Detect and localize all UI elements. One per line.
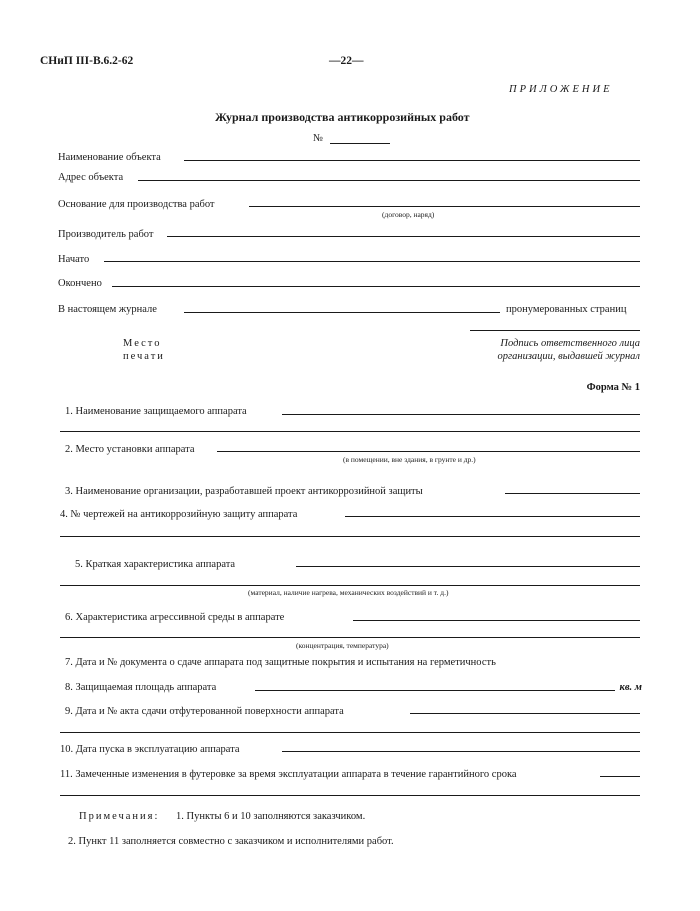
document-code: СНиП III-В.6.2-62 <box>40 55 134 67</box>
form-item-3-field[interactable] <box>505 493 640 494</box>
object-name-label: Наименование объекта <box>58 152 161 163</box>
form-item-1-label: 1. Наименование защищаемого аппарата <box>65 406 247 417</box>
page-title: Журнал производства антикоррозийных работ <box>215 110 470 124</box>
form-label: Форма № 1 <box>586 382 640 393</box>
contractor-field[interactable] <box>167 236 640 237</box>
form-item-9-field[interactable] <box>410 713 640 714</box>
note-2: 2. Пункт 11 заполняется совместно с заказчиком и исполнителями работ. <box>68 836 394 847</box>
form-item-11-field-extra[interactable] <box>60 795 640 796</box>
journal-number-label: № <box>313 133 324 144</box>
note-1: 1. Пункты 6 и 10 заполняются заказчиком. <box>176 811 366 822</box>
form-item-8-label: 8. Защищаемая площадь аппарата <box>65 682 217 693</box>
page-count-field[interactable] <box>184 312 500 313</box>
seal-place-line2: печати <box>123 351 165 362</box>
form-item-1-field-extra[interactable] <box>60 431 640 432</box>
form-item-2-label: 2. Место установки аппарата <box>65 444 195 455</box>
form-item-11-field[interactable] <box>600 776 640 777</box>
signature-caption-line1: Подпись ответственного лица <box>500 338 640 349</box>
page-number: —22— <box>329 55 364 67</box>
signature-field[interactable] <box>470 330 640 331</box>
form-item-6-field-extra[interactable] <box>60 637 640 638</box>
form-item-10-field[interactable] <box>282 751 640 752</box>
form-item-4-field[interactable] <box>345 516 640 517</box>
in-journal-label: В настоящем журнале <box>58 304 157 315</box>
journal-number-field[interactable] <box>330 143 390 144</box>
appendix-label: ПРИЛОЖЕНИЕ <box>509 84 613 95</box>
form-item-5-field[interactable] <box>296 566 640 567</box>
contractor-label: Производитель работ <box>58 229 154 240</box>
form-item-11-label: 11. Замеченные изменения в футеровке за время эксплуатации аппарата в течение гарантийного срока <box>60 769 517 780</box>
finished-field[interactable] <box>112 286 640 287</box>
basis-hint: (договор, наряд) <box>382 210 435 219</box>
form-item-1-field[interactable] <box>282 414 640 415</box>
form-item-6-field[interactable] <box>353 620 640 621</box>
form-item-7-label: 7. Дата и № документа о сдаче аппарата под защитные покрытия и испытания на герметичность <box>65 657 496 668</box>
started-field[interactable] <box>104 261 640 262</box>
pages-numbered-label: пронумерованных страниц <box>506 304 627 315</box>
object-address-label: Адрес объекта <box>58 172 124 183</box>
form-item-4-field-extra[interactable] <box>60 536 640 537</box>
form-item-9-field-extra[interactable] <box>60 732 640 733</box>
area-unit: кв. м <box>619 682 642 693</box>
basis-label: Основание для производства работ <box>58 199 215 210</box>
location-hint: (в помещении, вне здания, в грунте и др.) <box>343 455 476 464</box>
characteristic-hint: (материал, наличие нагрева, механических воздействий и т. д.) <box>248 588 449 597</box>
signature-caption-line2: организации, выдавшей журнал <box>497 351 640 362</box>
notes-label: Примечания: <box>79 811 160 822</box>
medium-hint: (концентрация, температура) <box>296 641 389 650</box>
finished-label: Окончено <box>58 278 102 289</box>
form-item-9-label: 9. Дата и № акта сдачи отфутерованной поверхности аппарата <box>65 706 344 717</box>
form-item-8-field[interactable] <box>255 690 615 691</box>
seal-place-line1: Место <box>123 338 162 349</box>
form-item-5-field-extra[interactable] <box>60 585 640 586</box>
form-item-3-label: 3. Наименование организации, разработавшей проект антикоррозийной защиты <box>65 486 423 497</box>
basis-field[interactable] <box>249 206 640 207</box>
form-item-10-label: 10. Дата пуска в эксплуатацию аппарата <box>60 744 240 755</box>
form-item-2-field[interactable] <box>217 451 640 452</box>
started-label: Начато <box>58 254 90 265</box>
form-item-5-label: 5. Краткая характеристика аппарата <box>75 559 236 570</box>
object-name-field[interactable] <box>184 160 640 161</box>
object-address-field[interactable] <box>138 180 640 181</box>
form-item-4-label: 4. № чертежей на антикоррозийную защиту аппарата <box>60 509 298 520</box>
form-item-6-label: 6. Характеристика агрессивной среды в аппарате <box>65 612 285 623</box>
